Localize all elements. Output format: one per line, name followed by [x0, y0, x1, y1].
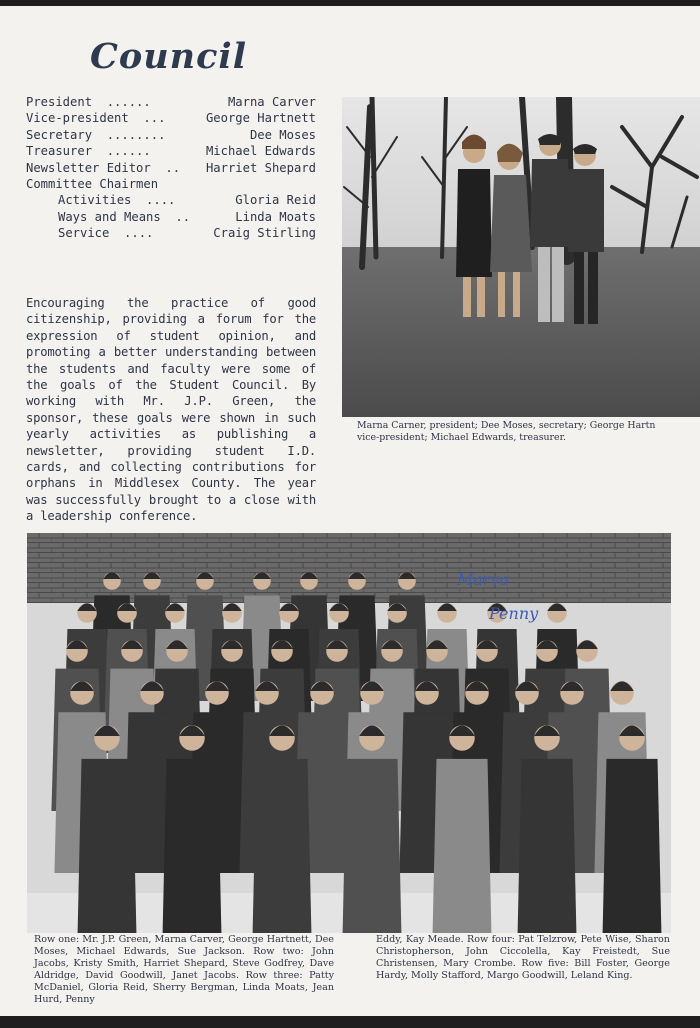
officer-name: Dee Moses — [249, 127, 316, 142]
officer-row-vice-president — [26, 110, 316, 126]
group-caption-left: Row one: Mr. J.P. Green, Marna Carver, George Hartnett, Dee Moses, Michael Edwards, Sue Jackson. Row two: John Jacobs, Kristy Smith, Harriet Shepard, Steve Godfrey, Dave Aldridge, David Goodwill, Janet Jacobs. Row three: Patty McDaniel, Gloria Reid, Sherry Bergman, Linda Moats, Jean Hurd, Penny — [34, 934, 334, 1005]
officer-row-newsletter-editor — [26, 160, 316, 176]
officer-name: Marna Carver — [227, 95, 316, 109]
committee-role: Activities .... — [58, 193, 176, 208]
committee-chair: Gloria Reid — [235, 193, 316, 208]
officers-photo-caption — [357, 420, 700, 444]
committee-role: Service .... — [58, 226, 154, 241]
officer-role: Secretary ........ — [26, 127, 166, 142]
handwritten-signature-penny: Penny — [489, 604, 539, 623]
yearbook-page — [0, 6, 700, 1016]
handwritten-signature-marva: Marva — [457, 570, 510, 589]
officer-row-secretary — [26, 127, 316, 143]
committee-row-ways-and-means — [26, 209, 316, 225]
committee-chair: Craig Stirling — [213, 226, 316, 241]
officer-row-treasurer — [26, 143, 316, 159]
council-group-photo — [27, 533, 671, 933]
committee-role: Ways and Means .. — [58, 209, 191, 224]
officer-list — [26, 94, 316, 242]
officer-row-president — [26, 94, 316, 110]
intro-paragraph: Encouraging the practice of good citizenship, providing a forum for the expression of student opinion, and promoting a better understanding between the students and faculty were some of the goals of the Student Council. By working with Mr. J.P. Green, the sponsor, these goals were shown in such yearly activities as publishing a newsletter, providing student I.D. cards, and collecting contributions for orphans in Middlesex County. The year was successfully brought to a close with a leadership conference. — [26, 296, 316, 524]
committee-row-activities — [26, 192, 316, 208]
caption-line: vice-president; Michael Edwards, treasurer. — [357, 432, 567, 443]
officer-name: George Hartnett — [205, 111, 316, 126]
committee-row-service — [26, 225, 316, 241]
officer-name: Michael Edwards — [205, 144, 316, 159]
officer-role: President ...... — [26, 95, 151, 109]
officer-role: Vice-president ... — [26, 111, 166, 126]
committee-chair: Linda Moats — [235, 209, 316, 224]
group-caption-right: Eddy, Kay Meade. Row four: Pat Telzrow, Pete Wise, Sharon Christopherson, John Ciccolella, Kay Freistedt, Sue Christensen, Mary Crombe. Row five: Bill Foster, George Hardy, Molly Stafford, Margo Goodwill, Leland King. — [376, 934, 670, 981]
page-title: Council — [90, 36, 247, 77]
officer-role: Newsletter Editor .. — [26, 160, 181, 175]
officers-photo — [342, 97, 700, 417]
caption-line: Marna Carner, president; Dee Moses, secretary; George Hartn — [357, 420, 656, 431]
officer-role: Treasurer ...... — [26, 144, 151, 159]
officer-name: Harriet Shepard — [205, 160, 316, 175]
committee-heading: Committee Chairmen — [26, 177, 159, 192]
